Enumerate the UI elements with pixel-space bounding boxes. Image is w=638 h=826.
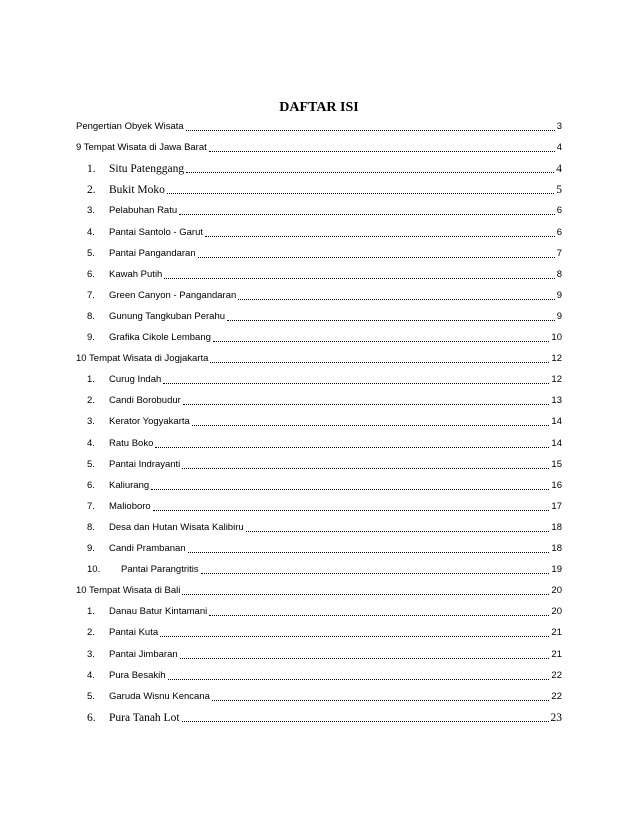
toc-item-number: 1. — [87, 606, 95, 618]
toc-item-entry[interactable] — [87, 289, 562, 303]
toc-page-number: 22 — [551, 669, 562, 681]
toc-item-entry[interactable] — [87, 669, 562, 683]
toc-item-number: 10. — [87, 564, 101, 576]
toc-page-number: 20 — [551, 585, 562, 597]
toc-item-entry[interactable] — [87, 521, 562, 535]
toc-page-number: 19 — [551, 564, 562, 576]
toc-item-entry[interactable] — [87, 500, 562, 514]
toc-item-entry[interactable] — [87, 690, 562, 704]
toc-entry-label: Pantai Pangandaran — [109, 247, 196, 259]
toc-item-entry[interactable] — [87, 331, 562, 345]
toc-item-number: 4. — [87, 669, 95, 681]
toc-entry-label: Kawah Putih — [109, 268, 163, 280]
toc-item-number: 8. — [87, 521, 95, 533]
toc-page-number: 13 — [551, 395, 562, 407]
toc-page-number: 21 — [551, 627, 562, 639]
toc-section-entry[interactable] — [76, 141, 562, 155]
toc-item-number: 4. — [87, 437, 95, 449]
toc-leader-dots — [205, 236, 555, 237]
toc-entry-label: 9 Tempat Wisata di Jawa Barat — [76, 142, 207, 154]
toc-leader-dots — [186, 130, 555, 131]
toc-item-number: 7. — [87, 500, 95, 512]
toc-entry-label: Pelabuhan Ratu — [109, 205, 178, 217]
toc-item-entry[interactable] — [87, 373, 562, 387]
toc-leader-dots — [167, 193, 554, 194]
toc-leader-dots — [183, 404, 550, 405]
toc-leader-dots — [212, 700, 550, 701]
toc-item-number: 3. — [87, 205, 95, 217]
toc-item-entry[interactable] — [87, 626, 562, 640]
toc-leader-dots — [182, 468, 549, 469]
toc-page-number: 18 — [551, 543, 562, 554]
toc-item-entry[interactable] — [87, 415, 562, 429]
toc-item-entry[interactable] — [87, 648, 562, 662]
toc-item-entry[interactable] — [87, 183, 562, 197]
toc-item-entry[interactable] — [87, 162, 562, 176]
toc-leader-dots — [210, 362, 549, 363]
toc-leader-dots — [153, 510, 550, 511]
toc-page-number: 23 — [550, 711, 562, 724]
toc-item-number: 9. — [87, 332, 95, 343]
toc-item-entry[interactable] — [87, 458, 562, 472]
toc-page-number: 17 — [551, 500, 562, 512]
toc-page-number: 8 — [556, 268, 562, 280]
page-title: DAFTAR ISI — [279, 100, 359, 115]
toc-entry-label: Curug Indah — [109, 374, 162, 386]
toc-page-number: 5 — [556, 184, 562, 197]
toc-page-number: 7 — [556, 247, 562, 259]
toc-item-number: 5. — [87, 247, 95, 259]
toc-page-number: 4 — [556, 163, 562, 176]
toc-item-number: 6. — [87, 479, 95, 491]
toc-item-entry[interactable] — [87, 268, 562, 282]
toc-leader-dots — [163, 383, 549, 384]
toc-item-number: 1. — [87, 374, 95, 386]
toc-leader-dots — [246, 531, 550, 532]
toc-page-number: 9 — [556, 310, 562, 322]
toc-entry-label: Pura Besakih — [109, 669, 166, 681]
toc-item-entry[interactable] — [87, 204, 562, 218]
toc-item-entry[interactable] — [87, 226, 562, 240]
toc-entry-label: Pura Tanah Lot — [109, 711, 180, 724]
toc-page-number: 6 — [556, 226, 562, 238]
toc-item-number: 3. — [87, 648, 95, 660]
toc-entry-label: 10 Tempat Wisata di Jogjakarta — [76, 353, 209, 365]
toc-item-number: 7. — [87, 289, 95, 301]
toc-entry-label: Pantai Parangtritis — [121, 564, 199, 576]
toc-leader-dots — [186, 172, 554, 173]
toc-section-entry[interactable] — [76, 584, 562, 598]
toc-item-number: 1. — [87, 163, 96, 176]
toc-leader-dots — [168, 679, 550, 680]
toc-page-number: 14 — [551, 416, 562, 428]
toc-page-number: 6 — [556, 205, 562, 217]
toc-entry-label: 10 Tempat Wisata di Bali — [76, 585, 181, 597]
toc-leader-dots — [198, 257, 555, 258]
toc-entry-label: Pantai Santolo - Garut — [109, 226, 203, 238]
toc-leader-dots — [238, 299, 554, 300]
toc-leader-dots — [179, 214, 555, 215]
toc-item-number: 6. — [87, 268, 95, 280]
toc-entry-label: Kaliurang — [109, 479, 150, 491]
toc-entry-label: Kerator Yogyakarta — [109, 416, 190, 428]
toc-page-number: 18 — [551, 521, 562, 533]
toc-entry-label: Grafika Cikole Lembang — [109, 332, 211, 343]
toc-item-entry[interactable] — [87, 711, 562, 725]
toc-page-number: 14 — [551, 437, 562, 449]
toc-page-number: 22 — [551, 690, 562, 702]
toc-entry-label: Danau Batur Kintamani — [109, 606, 208, 618]
toc-item-entry[interactable] — [87, 479, 562, 493]
toc-entry-label: Green Canyon - Pangandaran — [109, 289, 237, 301]
toc-item-number: 3. — [87, 416, 95, 428]
toc-item-number: 4. — [87, 226, 95, 238]
toc-item-number: 5. — [87, 458, 95, 470]
toc-leader-dots — [213, 341, 550, 342]
toc-section-entry[interactable] — [76, 120, 562, 134]
toc-leader-dots — [182, 594, 549, 595]
toc-item-number: 8. — [87, 310, 95, 322]
toc-leader-dots — [188, 552, 550, 553]
toc-leader-dots — [192, 425, 550, 426]
toc-page-number: 15 — [551, 458, 562, 470]
toc-page-number: 12 — [551, 374, 562, 386]
toc-item-entry[interactable] — [87, 247, 562, 261]
toc-item-entry[interactable] — [87, 563, 562, 577]
toc-item-entry[interactable] — [87, 437, 562, 451]
toc-item-entry[interactable] — [87, 310, 562, 324]
toc-entry-label: Desa dan Hutan Wisata Kalibiru — [109, 521, 244, 533]
toc-item-entry[interactable] — [87, 605, 562, 619]
toc-leader-dots — [201, 573, 550, 574]
toc-page-number: 20 — [551, 606, 562, 618]
toc-page-number: 10 — [551, 332, 562, 343]
toc-item-entry[interactable] — [87, 394, 562, 408]
toc-entry-label: Garuda Wisnu Kencana — [109, 690, 210, 702]
toc-leader-dots — [182, 721, 549, 722]
toc-page-number: 3 — [556, 121, 562, 132]
toc-page-number: 12 — [551, 353, 562, 365]
toc-leader-dots — [209, 151, 555, 152]
toc-entry-label: Candi Prambanan — [109, 543, 186, 554]
toc-entry-label: Pantai Jimbaran — [109, 648, 178, 660]
toc-entry-label: Ratu Boko — [109, 437, 154, 449]
toc-page-number: 9 — [556, 289, 562, 301]
toc-leader-dots — [164, 278, 554, 279]
toc-item-number: 2. — [87, 184, 96, 197]
toc-leader-dots — [160, 636, 549, 637]
toc-page-number: 21 — [551, 648, 562, 660]
toc-leader-dots — [227, 320, 555, 321]
toc-item-number: 6. — [87, 711, 96, 724]
toc-page-number: 4 — [556, 142, 562, 154]
toc-entry-label: Pantai Kuta — [109, 627, 159, 639]
toc-leader-dots — [155, 447, 549, 448]
toc-leader-dots — [180, 658, 550, 659]
toc-page-number: 16 — [551, 479, 562, 491]
toc-section-entry[interactable] — [76, 352, 562, 366]
toc-entry-label: Gunung Tangkuban Perahu — [109, 310, 226, 322]
toc-leader-dots — [151, 489, 549, 490]
toc-item-number: 5. — [87, 690, 95, 702]
toc-entry-label: Pantai Indrayanti — [109, 458, 181, 470]
toc-entry-label: Bukit Moko — [109, 184, 165, 197]
toc-entry-label: Pengertian Obyek Wisata — [76, 121, 184, 132]
toc-item-number: 2. — [87, 627, 95, 639]
toc-entry-label: Malioboro — [109, 500, 151, 512]
toc-entry-label: Candi Borobudur — [109, 395, 181, 407]
toc-entry-label: Situ Patenggang — [109, 163, 185, 176]
toc-leader-dots — [209, 615, 549, 616]
toc-item-number: 9. — [87, 543, 95, 554]
toc-item-entry[interactable] — [87, 542, 562, 556]
toc-item-number: 2. — [87, 395, 95, 407]
